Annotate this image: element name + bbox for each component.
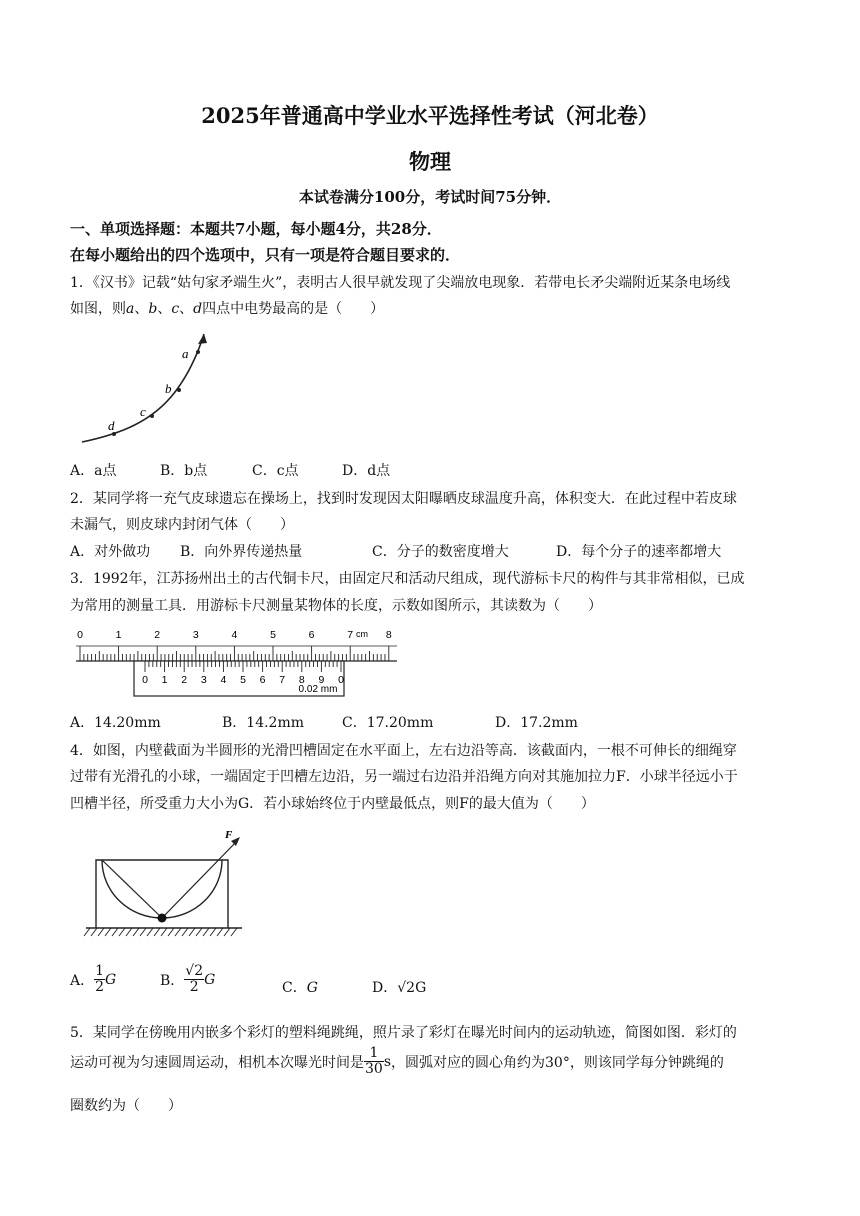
q3-option-a[interactable]: A．14.20mm bbox=[70, 715, 161, 731]
q4-groove-figure bbox=[82, 828, 252, 940]
q4-option-b[interactable]: B． $\frac{√2}{2}$ G bbox=[160, 963, 216, 996]
q2-option-d[interactable]: D．每个分子的速率都增大 bbox=[556, 544, 722, 560]
ground-hatch bbox=[231, 928, 237, 936]
q2-option-c[interactable]: C．分子的数密度增大 bbox=[372, 544, 509, 560]
q3-vernier-caliper-figure bbox=[72, 626, 402, 698]
ground-hatch bbox=[140, 928, 146, 936]
exam-note: 本试卷满分100分，考试时间75分钟． bbox=[298, 188, 562, 206]
main-scale-label: 0 bbox=[77, 629, 83, 641]
ground-hatch bbox=[210, 928, 216, 936]
q4-option-d[interactable]: D．√2G bbox=[372, 980, 427, 996]
point-c-dot bbox=[150, 414, 154, 418]
q5-line1: 5．某同学在傍晚用内嵌多个彩灯的塑料绳跳绳，照片录了彩灯在曝光时间内的运动轨迹，简图如图．彩灯的 bbox=[70, 1025, 737, 1041]
q4-line1: 4．如图，内壁截面为半圆形的光滑凹槽固定在水平面上，左右边沿等高．该截面内，一根不可伸长的细绳穿 bbox=[70, 743, 737, 759]
q1-option-b[interactable]: B．b点 bbox=[160, 463, 208, 479]
main-scale-label: 5 bbox=[270, 629, 276, 641]
vernier-scale-label: 2 bbox=[181, 674, 188, 686]
main-scale bbox=[80, 646, 389, 661]
ground-hatch bbox=[98, 928, 104, 936]
vernier-scale-label: 9 bbox=[318, 674, 325, 686]
point-c-label: c bbox=[140, 404, 146, 419]
main-scale-label: 6 bbox=[308, 629, 315, 641]
q2-line1: 2．某同学将一充气皮球遗忘在操场上，找到时发现因太阳曝晒皮球温度升高，体积变大．在此过程中若皮球 bbox=[70, 491, 737, 507]
ground-hatch bbox=[168, 928, 174, 936]
q2-option-b[interactable]: B．向外界传递热量 bbox=[180, 544, 303, 560]
q5-line2: 运动可视为匀速圆周运动，相机本次曝光时间是 $\frac{1}{30}$ s，圆弧对应的圆心角约为30°，则该同学每分钟跳绳的 bbox=[70, 1045, 724, 1078]
ground-hatch bbox=[175, 928, 181, 936]
vernier-scale-label: 0 bbox=[338, 674, 344, 686]
q4-line3: 凹槽半径，所受重力大小为G．若小球始终位于内壁最低点，则F的最大值为（ ） bbox=[70, 796, 595, 812]
vernier-scale-label: 0 bbox=[142, 674, 148, 686]
ground-hatch bbox=[147, 928, 153, 936]
vernier-scale-label: 3 bbox=[200, 674, 207, 686]
main-scale-label: 8 bbox=[385, 629, 392, 641]
vernier-scale-label: 7 bbox=[279, 674, 286, 686]
rope-right bbox=[162, 840, 238, 918]
main-scale-label: 2 bbox=[154, 629, 161, 641]
ground-hatch bbox=[182, 928, 188, 936]
force-arrow-icon bbox=[231, 837, 240, 846]
main-scale-label: 3 bbox=[192, 629, 199, 641]
q3-line2: 为常用的测量工具．用游标卡尺测量某物体的长度，示数如图所示，其读数为（ ） bbox=[70, 598, 602, 614]
exam-title: 2025年普通高中学业水平选择性考试（河北卷） bbox=[201, 103, 659, 128]
point-a-label: a bbox=[182, 346, 189, 361]
q1-option-a[interactable]: A．a点 bbox=[70, 463, 117, 479]
q4-option-a[interactable]: A． $\frac{1}{2}$ G bbox=[70, 963, 117, 996]
q1-field-line-figure bbox=[80, 330, 220, 445]
section-instruction: 在每小题给出的四个选项中，只有一项是符合题目要求的． bbox=[70, 246, 461, 264]
q4-line2: 过带有光滑孔的小球，一端固定于凹槽左边沿，另一端过右边沿并沿绳方向对其施加拉力F．小球半径远小于 bbox=[70, 769, 738, 785]
ground-hatch bbox=[105, 928, 111, 936]
q3-option-c[interactable]: C．17.20mm bbox=[342, 715, 434, 731]
section-heading: 一、单项选择题：本题共7小题，每小题4分，共28分． bbox=[70, 220, 442, 238]
q4-option-c[interactable]: C．G bbox=[282, 980, 318, 996]
ground-hatch bbox=[217, 928, 223, 936]
rope-left bbox=[102, 860, 162, 918]
ground-hatch bbox=[196, 928, 202, 936]
force-label: F bbox=[225, 829, 233, 841]
q1-option-d[interactable]: D．d点 bbox=[342, 463, 391, 479]
point-b-dot bbox=[177, 388, 181, 392]
q1-line2: 如图，则a、b、c、d四点中电势最高的是（ ） bbox=[70, 301, 385, 317]
ground-hatch bbox=[119, 928, 125, 936]
q2-option-a[interactable]: A．对外做功 bbox=[70, 544, 151, 560]
ground-hatch bbox=[112, 928, 118, 936]
main-scale-unit: cm bbox=[356, 629, 368, 639]
subject-title: 物理 bbox=[409, 149, 451, 174]
ground-hatch bbox=[91, 928, 97, 936]
q1-line1: 1．《汉书》记载“姑句家矛端生火”，表明古人很早就发现了尖端放电现象．若带电长矛尖端附近某条电场线 bbox=[70, 275, 731, 291]
ground-hatch bbox=[133, 928, 139, 936]
groove-inner-wall bbox=[102, 860, 222, 918]
ground-hatch bbox=[224, 928, 230, 936]
ground-hatch bbox=[84, 928, 90, 936]
q3-option-d[interactable]: D．17.2mm bbox=[495, 715, 578, 731]
q3-line1: 3．1992年，江苏扬州出土的古代铜卡尺，由固定尺和活动尺组成，现代游标卡尺的构件与其非常相似，已成 bbox=[70, 571, 745, 587]
ground-hatch bbox=[189, 928, 195, 936]
vernier-scale-label: 5 bbox=[240, 674, 246, 686]
q1-option-c[interactable]: C．c点 bbox=[252, 463, 299, 479]
vernier-precision-label: 0.02 mm bbox=[298, 684, 338, 695]
point-b-label: b bbox=[165, 381, 172, 396]
vernier-scale-label: 6 bbox=[259, 674, 266, 686]
q3-option-b[interactable]: B．14.2mm bbox=[222, 715, 305, 731]
q5-line3: 圈数约为（ ） bbox=[70, 1098, 182, 1114]
vernier-scale-label: 1 bbox=[161, 674, 168, 686]
ball bbox=[158, 914, 167, 923]
vernier-scale-label: 8 bbox=[298, 674, 305, 686]
main-scale-label: 7 bbox=[347, 629, 354, 641]
main-scale-label: 1 bbox=[115, 629, 122, 641]
point-d-label: d bbox=[108, 418, 115, 433]
vernier-scale-label: 4 bbox=[220, 674, 227, 686]
ground-hatch bbox=[154, 928, 160, 936]
point-a-dot bbox=[196, 350, 200, 354]
field-arrow-icon bbox=[198, 334, 207, 344]
main-scale-label: 4 bbox=[231, 629, 238, 641]
ground-hatch bbox=[203, 928, 209, 936]
q2-line2: 未漏气，则皮球内封闭气体（ ） bbox=[70, 517, 294, 533]
ground-hatch bbox=[126, 928, 132, 936]
ground-hatch bbox=[161, 928, 167, 936]
